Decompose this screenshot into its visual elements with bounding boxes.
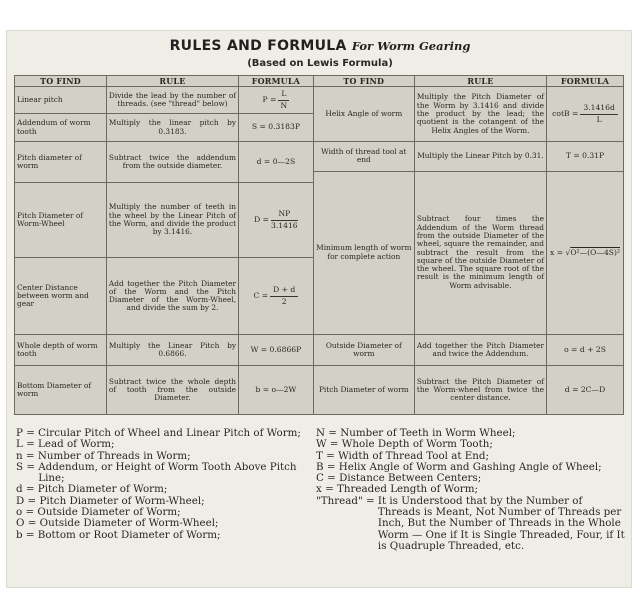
legend-symbol: C <box>316 472 324 485</box>
left-formula-cell: d = 0—2S <box>239 142 314 183</box>
table-row <box>15 87 624 114</box>
left-rule-cell: Multiply the Linear Pitch by 0.6866. <box>106 334 238 366</box>
formula-denominator: N <box>280 100 288 110</box>
left-find-cell: Bottom Diameter of worm <box>15 366 107 415</box>
left-rule-cell: Multiply the number of teeth in the wheel by the Linear Pitch of the Worm, and divide the product by 3.1416. <box>106 182 238 258</box>
page-title <box>0 38 640 54</box>
right-rule-cell: Multiply the Linear Pitch by 0.31. <box>414 142 546 171</box>
legend-symbol: D <box>16 494 25 507</box>
legend-definition: Number of Threads in Worm; <box>37 449 191 462</box>
legend-definition: Lead of Worm; <box>38 438 115 451</box>
legend-definition: Outside Diameter of Worm; <box>37 506 181 519</box>
formula-table-wrap <box>14 75 624 415</box>
formula-numerator: D + d <box>270 286 298 296</box>
legend-item: o = Outside Diameter of Worm; <box>16 507 306 518</box>
legend-definition: Pitch Diameter of Worm-Wheel; <box>39 494 205 507</box>
legend-definition: Width of Thread Tool at End; <box>338 449 489 462</box>
header-to-find-left: TO FIND <box>15 76 107 87</box>
formula-radicand: O²—(O—4S)² <box>570 247 620 257</box>
formula-table <box>14 75 624 415</box>
left-find-cell: Pitch Diameter of Worm-Wheel <box>15 182 107 258</box>
legend-symbol: L <box>16 438 23 451</box>
legend-symbol: W <box>316 438 327 451</box>
page-subtitle: (Based on Lewis Formula) <box>247 58 393 69</box>
legend-definition: Pitch Diameter of Worm; <box>37 483 168 496</box>
right-find-cell: Helix Angle of worm <box>313 87 414 142</box>
left-formula-cell <box>239 182 314 258</box>
left-formula-cell: b = o—2W <box>239 366 314 415</box>
left-formula-cell <box>239 258 314 335</box>
legend-item: "Thread" = It is Understood that by the Number of Threads is Meant, Not Number of Threads per Inch, But the Number of Threads in the Whole Worm — One if It is Single Threaded, Four, if It is Quadruple Threaded, etc. <box>316 494 625 552</box>
legend-item: d = Pitch Diameter of Worm; <box>16 484 306 495</box>
legend-item: B = Helix Angle of Worm and Gashing Angle of Wheel; <box>316 462 626 473</box>
left-find-cell: Addendum of worm tooth <box>15 114 107 142</box>
legend-symbol: d <box>16 483 23 496</box>
legend-item: C = Distance Between Centers; <box>316 473 626 484</box>
title-main: RULES AND FORMULA <box>169 38 347 54</box>
formula-denominator: L <box>596 114 602 124</box>
legend-symbol: x <box>316 483 322 496</box>
legend-symbol: P <box>16 427 23 439</box>
legend-symbol: B <box>316 460 324 473</box>
legend-column-left <box>16 428 306 541</box>
left-rule-cell: Divide the lead by the number of threads. (see "thread" below) <box>106 87 238 114</box>
legend-definition: Helix Angle of Worm and Gashing Angle of Wheel; <box>338 460 602 473</box>
legend-item: D = Pitch Diameter of Worm-Wheel; <box>16 496 306 507</box>
right-formula-cell <box>547 171 624 334</box>
legend-definition: Outside Diameter of Worm-Wheel; <box>39 517 219 530</box>
legend-definition: Whole Depth of Worm Tooth; <box>341 438 493 451</box>
legend-item: P = Circular Pitch of Wheel and Linear Pitch of Worm; <box>16 428 306 439</box>
legend-symbol: S <box>16 460 24 473</box>
right-find-cell: Width of thread tool at end <box>313 142 414 171</box>
table-row <box>15 334 624 366</box>
legend-item: W = Whole Depth of Worm Tooth; <box>316 439 626 450</box>
legend-symbol: O <box>16 517 25 530</box>
table-row <box>15 142 624 171</box>
header-formula-right: FORMULA <box>547 76 624 87</box>
left-rule-cell: Subtract twice the addendum from the outside diameter. <box>106 142 238 183</box>
left-rule-cell: Multiply the linear pitch by 0.3183. <box>106 114 238 142</box>
right-formula-cell: T = 0.31P <box>547 142 624 171</box>
table-header-row <box>15 76 624 87</box>
legend-definition: It is Understood that by the Number of Threads is Meant, Not Number of Threads per Inch, But the Number of Threads in the Whole Worm — One if It is Single Threaded, Four, if It is Quadruple Threaded, etc. <box>377 494 625 552</box>
legend-item: O = Outside Diameter of Worm-Wheel; <box>16 518 306 529</box>
legend-item: S = Addendum, or Height of Worm Tooth Above Pitch Line; <box>16 462 306 485</box>
right-rule-cell: Subtract the Pitch Diameter of the Worm-wheel from twice the center distance. <box>414 366 546 415</box>
left-find-cell: Center Distance between worm and gear <box>15 258 107 335</box>
formula-denominator: 2 <box>281 296 287 306</box>
legend-symbol: n <box>16 449 23 462</box>
legend-item: N = Number of Teeth in Worm Wheel; <box>316 428 626 439</box>
legend-item: n = Number of Threads in Worm; <box>16 451 306 462</box>
right-rule-cell: Add together the Pitch Diameter and twice the Addendum. <box>414 334 546 366</box>
left-formula-cell <box>239 87 314 114</box>
formula-lhs: D = <box>254 214 270 224</box>
legend-symbol: b <box>16 528 23 541</box>
header-to-find-right: TO FIND <box>313 76 414 87</box>
legend-definition: Threaded Length of Worm; <box>337 483 478 496</box>
right-rule-cell: Multiply the Pitch Diameter of the Worm by 3.1416 and divide the product by the lead; the quotient is the cotangent of the Helix Angles of the Worm. <box>414 87 546 142</box>
right-find-cell: Pitch Diameter of worm <box>313 366 414 415</box>
legend-symbol: "Thread" <box>316 494 363 507</box>
legend-definition: Distance Between Centers; <box>339 472 482 485</box>
left-formula-cell: W = 0.6866P <box>239 334 314 366</box>
legend-symbol: N <box>316 427 326 439</box>
left-rule-cell: Subtract twice the whole depth of tooth from the outside Diameter. <box>106 366 238 415</box>
legend-definition: Number of Teeth in Worm Wheel; <box>340 427 516 439</box>
right-formula-cell <box>547 87 624 142</box>
formula-lhs: C = <box>253 290 269 300</box>
table-row <box>15 366 624 415</box>
left-find-cell: Pitch diameter of worm <box>15 142 107 183</box>
formula-numerator: NP <box>271 210 298 220</box>
symbol-legend <box>16 428 626 588</box>
formula-lhs: x = √ <box>550 247 571 257</box>
legend-item: b = Bottom or Root Diameter of Worm; <box>16 530 306 541</box>
legend-definition: Addendum, or Height of Worm Tooth Above Pitch Line; <box>38 460 297 485</box>
right-formula-cell: o = d + 2S <box>547 334 624 366</box>
legend-column-right <box>316 428 626 552</box>
header-formula-left: FORMULA <box>239 76 314 87</box>
legend-item: x = Threaded Length of Worm; <box>316 484 626 495</box>
formula-denominator: 3.1416 <box>271 220 298 230</box>
legend-item: T = Width of Thread Tool at End; <box>316 451 626 462</box>
legend-item: L = Lead of Worm; <box>16 439 306 450</box>
legend-definition: Circular Pitch of Wheel and Linear Pitch of Worm; <box>38 427 301 439</box>
right-formula-cell: d = 2C—D <box>547 366 624 415</box>
right-rule-cell: Subtract four times the Addendum of the Worm thread from the outside Diameter of the wheel, square the remainder, and subtract the result from the square of the outside Diameter of the wheel. The square root of the result is the minimum length of Worm advisable. <box>414 171 546 334</box>
left-find-cell: Whole depth of worm tooth <box>15 334 107 366</box>
formula-numerator: 3.1416d <box>580 104 617 114</box>
legend-symbol: T <box>316 449 323 462</box>
left-formula-cell: S = 0.3183P <box>239 114 314 142</box>
header-rule-left: RULE <box>106 76 238 87</box>
right-find-cell: Outside Diameter of worm <box>313 334 414 366</box>
right-find-cell: Minimum length of worm for complete action <box>313 171 414 334</box>
legend-definition: Bottom or Root Diameter of Worm; <box>37 528 221 541</box>
header-rule-right: RULE <box>414 76 546 87</box>
formula-numerator: L <box>278 90 289 100</box>
left-find-cell: Linear pitch <box>15 87 107 114</box>
legend-symbol: o <box>16 506 23 519</box>
left-rule-cell: Add together the Pitch Diameter of the Worm and the Pitch Diameter of the Worm-Wheel, and divide the sum by 2. <box>106 258 238 335</box>
formula-lhs: P = <box>262 94 277 104</box>
title-italic: For Worm Gearing <box>351 39 471 53</box>
formula-lhs: cotB = <box>552 108 579 118</box>
